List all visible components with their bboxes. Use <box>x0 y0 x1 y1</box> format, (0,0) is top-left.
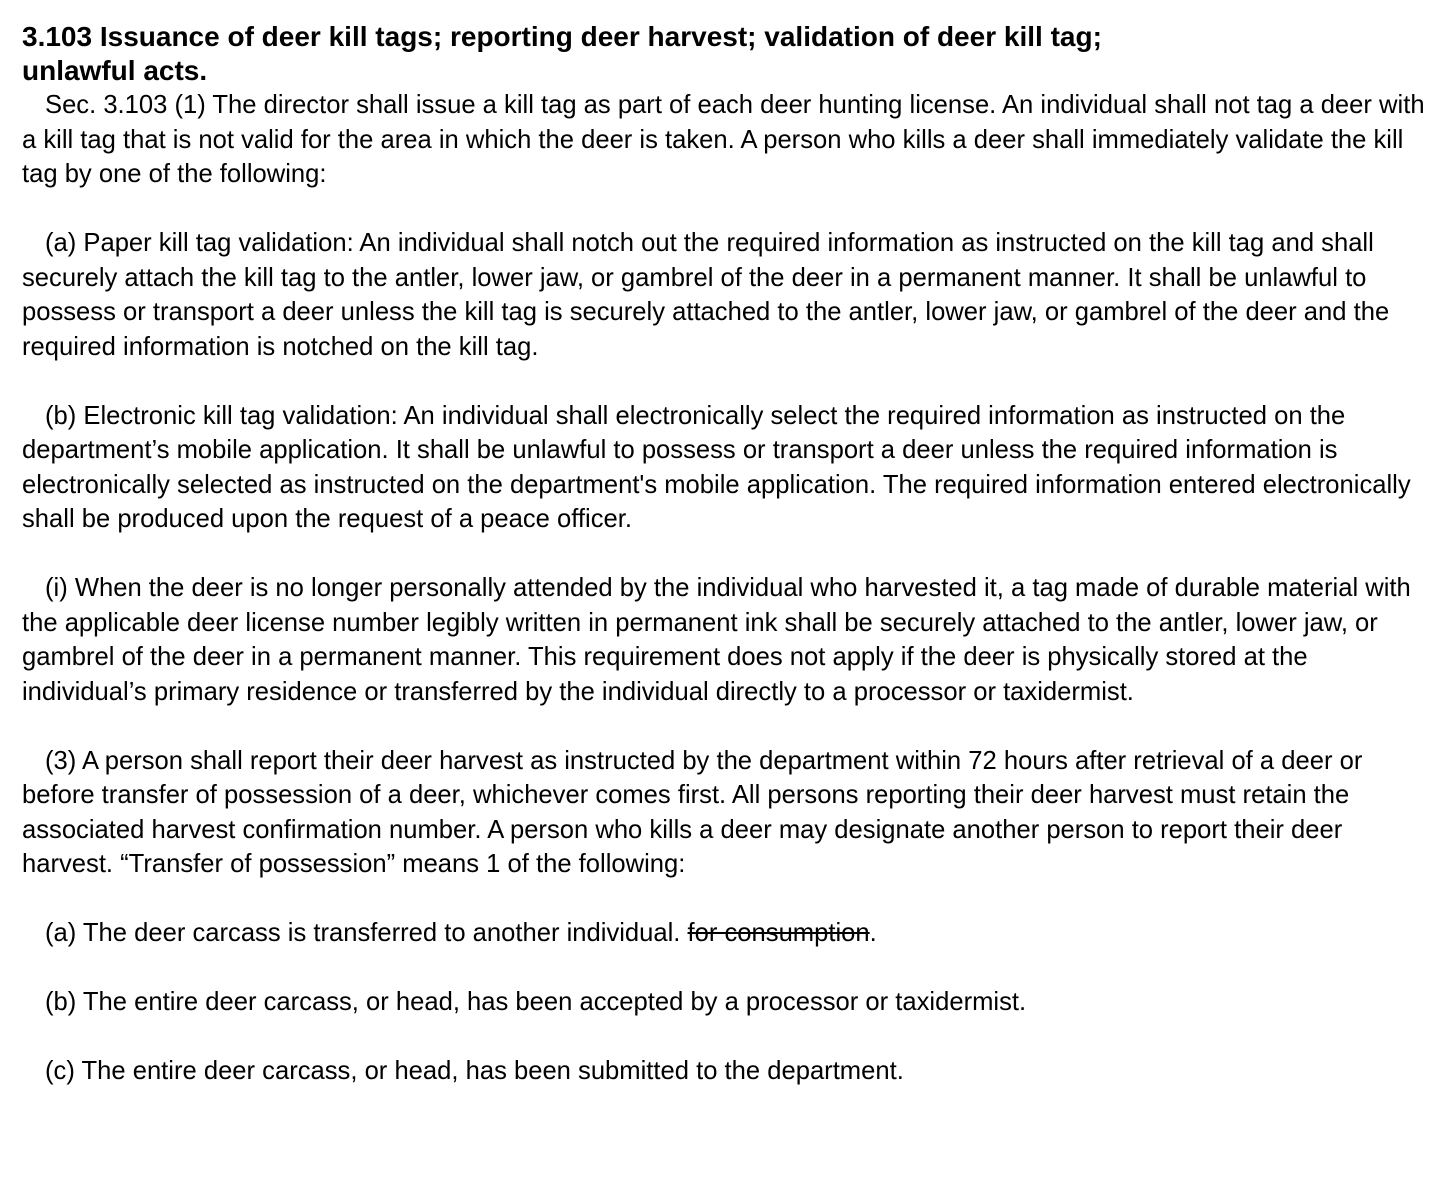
paragraph-c-department <box>22 1054 1431 1089</box>
paragraph-a-transfer <box>22 916 1431 951</box>
struck-text: for consumption <box>687 919 870 947</box>
paragraph-c-department-text: (c) The entire deer carcass, or head, has been submitted to the department. <box>45 1057 904 1085</box>
paragraph-a-paper-tag <box>22 226 1431 364</box>
paragraph-intro <box>22 88 1431 192</box>
paragraph-i-unattended <box>22 571 1431 709</box>
paragraph-a-transfer-text: (a) The deer carcass is transferred to another individual. <box>45 919 688 947</box>
paragraph-a-transfer-end: . <box>869 919 877 947</box>
paragraph-a-paper-tag-text: (a) Paper kill tag validation: An individual shall notch out the required information as instructed on the kill tag and shall securely attach the kill tag to the antler, lower jaw, or gambrel of the deer in a permanent manner. It shall be unlawful to possess or transport a deer unless the kill tag is securely attached to the antler, lower jaw, or gambrel of the deer and the required information is notched on the kill tag. <box>22 229 1390 361</box>
section-title-line-2: unlawful acts. <box>22 55 208 86</box>
paragraph-b-electronic-tag-text: (b) Electronic kill tag validation: An individual shall electronically select the required information as instructed on the department’s mobile application. It shall be unlawful to possess or transport a deer unless the required information is electronically selected as instructed on the department's mobile application. The required information entered electronically shall be produced upon the request of a peace officer. <box>22 401 1411 533</box>
paragraph-b-processor-text: (b) The entire deer carcass, or head, has been accepted by a processor or taxidermist. <box>45 988 1027 1016</box>
paragraph-b-electronic-tag <box>22 399 1431 537</box>
section-title-line-1: 3.103 Issuance of deer kill tags; reporting deer harvest; validation of deer kill tag; <box>22 21 1102 52</box>
paragraph-i-unattended-text: (i) When the deer is no longer personally attended by the individual who harvested it, a tag made of durable material with the applicable deer license number legibly written in permanent ink shall be securely attached to the antler, lower jaw, or gambrel of the deer in a permanent manner. This requirement does not apply if the deer is physically stored at the individual’s primary residence or transferred by the individual directly to a processor or taxidermist. <box>22 574 1411 706</box>
paragraph-intro-text: Sec. 3.103 (1) The director shall issue a kill tag as part of each deer hunting license. An individual shall not tag a deer with a kill tag that is not valid for the area in which the deer is taken. A person who kills a deer shall immediately validate the kill tag by one of the following: <box>22 91 1425 188</box>
paragraph-3-reporting <box>22 744 1431 882</box>
paragraph-b-processor <box>22 985 1431 1020</box>
paragraph-3-reporting-text: (3) A person shall report their deer harvest as instructed by the department within 72 hours after retrieval of a deer or before transfer of possession of a deer, whichever comes first. All persons reporting their deer harvest must retain the associated harvest confirmation number. A person who kills a deer may designate another person to report their deer harvest. “Transfer of possession” means 1 of the following: <box>22 746 1363 878</box>
section-title <box>22 20 1431 88</box>
